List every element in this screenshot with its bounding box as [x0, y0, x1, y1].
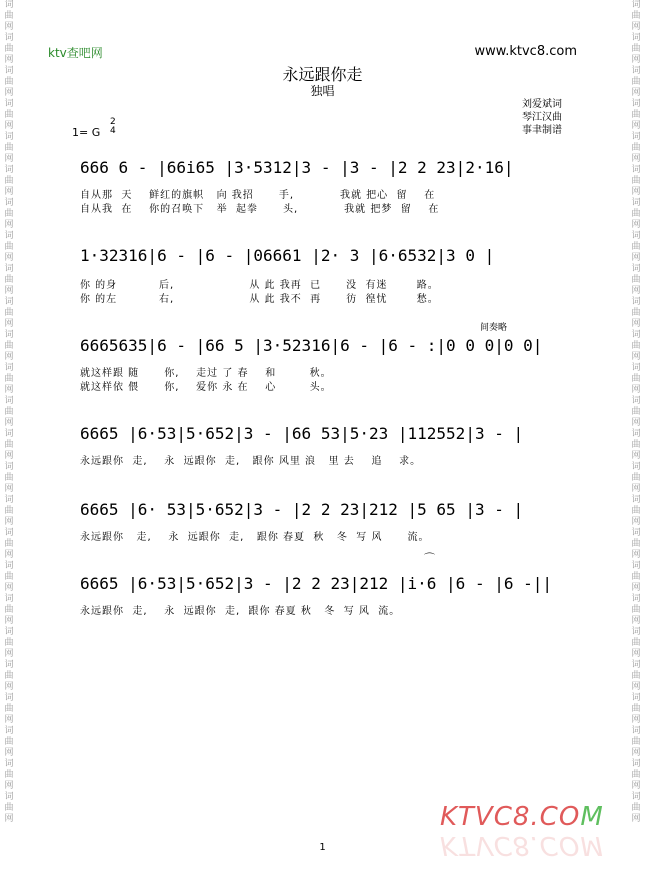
lyric-row-1-verse-2: 自从我 在 你的召唤下 举 起拳 头, 我就 把梦 留 在 [80, 204, 440, 215]
fermata-symbol: ⌒ [424, 552, 435, 565]
notes-row-2: 1·32316|6 - |6 - |06661 |2· 3 |6·6532|3 0 | [80, 246, 495, 265]
logo-reflection-accent: M [580, 830, 604, 860]
song-title: 永远跟你走 [282, 65, 363, 84]
logo-main-text: KTVC8.CO [440, 802, 581, 832]
ktvc8-logo [440, 802, 604, 832]
notes-row-6: 6665 |6·53|5·652|3 - |2 2 23|212 |i·6 |6 - |6 -|| [80, 574, 553, 593]
score-row-2 [80, 246, 574, 276]
time-signature-bottom: 4 [110, 126, 116, 136]
score-row-6 [80, 574, 574, 604]
lyric-row-3-verse-2: 就这样依 偎 你, 爱你 永 在 心 头。 [80, 382, 332, 393]
time-signature [110, 118, 116, 136]
lyric-row-1-verse-1: 自从那 天 鲜红的旗帜 向 我招 手, 我就 把心 留 在 [80, 190, 436, 201]
lyric-row-2-verse-1: 你 的身 后, 从 此 我再 已 没 有迷 路。 [80, 280, 439, 291]
side-watermark-left: 词曲网词曲网词曲网词曲网词曲网词曲网词曲网词曲网词曲网词曲网词曲网词曲网词曲网词曲网词曲网词曲网词曲网词曲网词曲网词曲网词曲网词曲网词曲网词曲网词曲网 [4, 0, 14, 824]
transcriber-credit: 事聿制谱 [522, 125, 562, 136]
composer-credit: 琴江汉曲 [522, 112, 562, 123]
lyric-row-3-verse-1: 就这样跟 随 你, 走过 了 春 和 秋。 [80, 368, 332, 379]
notes-row-4: 6665 |6·53|5·652|3 - |66 53|5·23 |112552|3 - | [80, 424, 524, 443]
logo-reflection-main: KTVC8.CO [440, 830, 581, 860]
side-watermark-right: 词曲网词曲网词曲网词曲网词曲网词曲网词曲网词曲网词曲网词曲网词曲网词曲网词曲网词曲网词曲网词曲网词曲网词曲网词曲网词曲网词曲网词曲网词曲网词曲网词曲网 [631, 0, 641, 824]
lyricist-credit: 刘爱斌词 [522, 99, 562, 110]
site-name-link[interactable]: ktv查吧网 [48, 46, 103, 60]
credits-block [522, 98, 562, 137]
lyric-row-2-verse-2: 你 的左 右, 从 此 我不 再 彷 徨忧 愁。 [80, 294, 439, 305]
notes-row-1: 666 6 - |66i65 |3·5312|3 - |3 - |2 2 23|2·16| [80, 158, 514, 177]
time-signature-top: 2 [110, 117, 116, 127]
notes-row-3: 6665635|6 - |66 5 |3·52316|6 - |6 - :|0 0 0|0 0| [80, 336, 543, 355]
logo-accent-text: M [580, 802, 604, 832]
score-row-4 [80, 424, 574, 454]
page-number: 1 [319, 842, 326, 853]
score-row-1 [80, 158, 574, 188]
lyric-row-6: 永远跟你 走, 永 远跟你 走, 跟你 春夏 秋 冬 写 风 流。 [80, 606, 401, 617]
lyric-row-5: 永远跟你 走, 永 远跟你 走, 跟你 春夏 秋 冬 写 风 流。 [80, 532, 430, 543]
score-row-5 [80, 500, 574, 530]
interlude-label: 间奏略 [480, 323, 508, 333]
score-row-3 [80, 336, 574, 366]
site-url-link[interactable]: www.ktvc8.com [474, 44, 577, 59]
lyric-row-4: 永远跟你 走, 永 远跟你 走, 跟你 风里 浪 里 去 追 求。 [80, 456, 422, 467]
song-subtitle: 独唱 [310, 84, 335, 98]
key-signature: 1= G [72, 126, 101, 139]
notes-row-5: 6665 |6· 53|5·652|3 - |2 2 23|212 |5 65 |3 - | [80, 500, 524, 519]
